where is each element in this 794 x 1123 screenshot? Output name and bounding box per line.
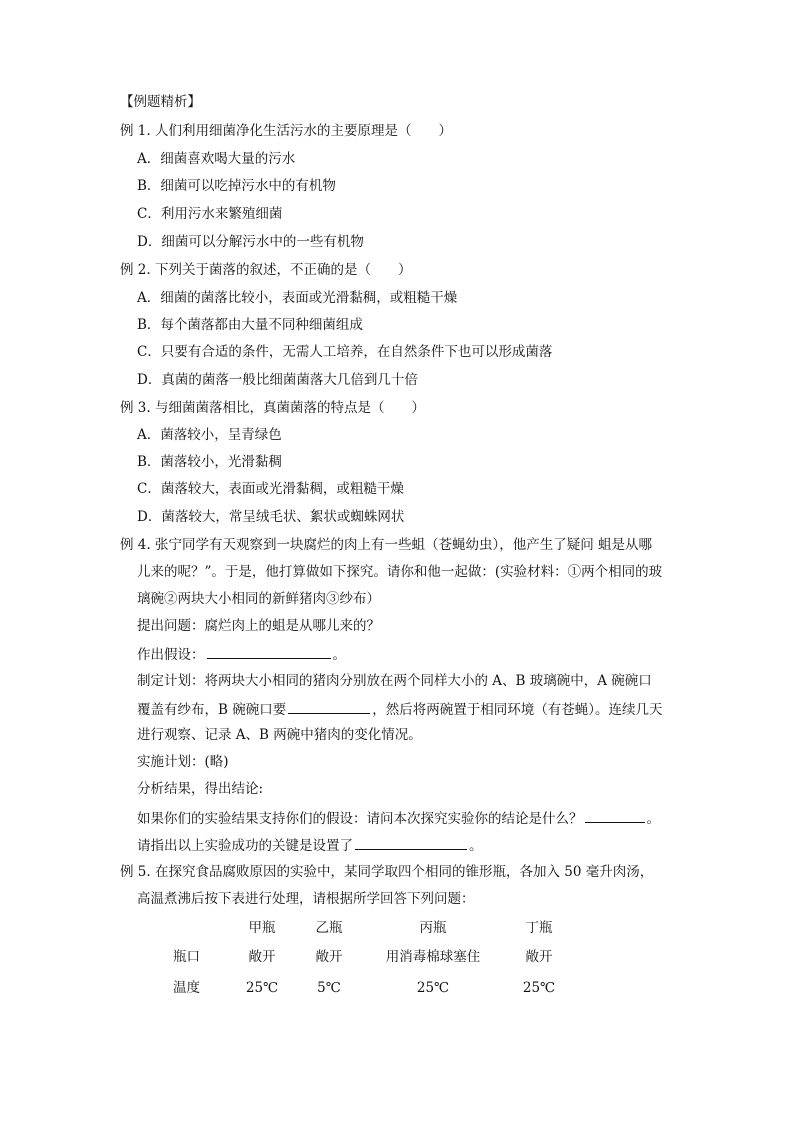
table-cell: 敞开 bbox=[248, 949, 276, 965]
q4-plan-line-1: 制定计划：将两块大小相同的猪肉分别放在两个同样大小的 A、B 玻璃碗中，A 碗碗口 bbox=[137, 673, 652, 689]
q4-key bbox=[137, 835, 483, 853]
table-cell: 用消毒棉球塞住 bbox=[385, 949, 481, 965]
q2-option-a: A．细菌的菌落比较小，表面或光滑黏稠，或粗糙干燥 bbox=[137, 290, 458, 306]
q2-stem: 例 2. 下列关于菌落的叙述，不正确的是（ ） bbox=[120, 262, 412, 278]
q3-option-c: C．菌落较大，表面或光滑黏稠，或粗糙干燥 bbox=[137, 481, 404, 497]
q2-option-c: C．只要有合适的条件，无需人工培养，在自然条件下也可以形成菌落 bbox=[137, 344, 553, 360]
q1-option-c: C．利用污水来繁殖细菌 bbox=[137, 206, 283, 222]
table-row bbox=[0, 948, 794, 966]
q1-option-d: D．细菌可以分解污水中的一些有机物 bbox=[137, 234, 364, 250]
q4-hypothesis-end: 。 bbox=[332, 647, 346, 663]
table-cell: 5℃ bbox=[317, 980, 341, 996]
q3-option-b: B．菌落较小，光滑黏稠 bbox=[137, 454, 282, 470]
q3-stem: 例 3. 与细菌菌落相比，真菌菌落的特点是（ ） bbox=[120, 400, 425, 416]
q4-question: 提出问题：腐烂肉上的蛆是从哪儿来的？ bbox=[137, 618, 380, 634]
table-header-jia: 甲瓶 bbox=[248, 920, 276, 936]
q4-plan-line-2b: ，然后将两碗置于相同环境（有苍蝇）。连续几天 bbox=[372, 702, 663, 718]
table-cell: 敞开 bbox=[525, 949, 553, 965]
q4-hypothesis bbox=[137, 644, 346, 662]
q4-plan-line-2a: 覆盖有纱布，B 碗碗口要 bbox=[137, 702, 287, 718]
q5-line-2: 高温煮沸后按下表进行处理，请根据所学回答下列问题： bbox=[137, 891, 475, 907]
cover-blank[interactable] bbox=[288, 699, 370, 714]
q4-key-question: 请指出以上实验成功的关键是设置了 bbox=[137, 838, 353, 854]
q4-hypothesis-label: 作出假设： bbox=[137, 647, 205, 663]
table-cell: 25℃ bbox=[245, 980, 279, 996]
q4-conclusion-question: 如果你们的实验结果支持你们的假设：请问本次探究实验你的结论是什么？ bbox=[137, 811, 583, 827]
q4-analysis: 分析结果，得出结论: bbox=[137, 781, 264, 797]
q4-line-1: 例 4. 张宁同学有天观察到一块腐烂的肉上有一些蛆（苍蝇幼虫），他产生了疑问 蛆是从哪 bbox=[120, 537, 653, 553]
table-cell: 敞开 bbox=[315, 949, 343, 965]
conclusion-blank[interactable] bbox=[585, 808, 645, 823]
q3-option-d: D．菌落较大，常呈绒毛状、絮状或蜘蛛网状 bbox=[137, 509, 405, 525]
q4-line-2: 儿来的呢？”。于是，他打算做如下探究。请你和他一起做：(实验材料：①两个相同的玻 bbox=[137, 564, 663, 580]
q2-option-d: D．真菌的菌落一般比细菌菌落大几倍到几十倍 bbox=[137, 372, 418, 388]
table-cell: 25℃ bbox=[522, 980, 556, 996]
table-header-row bbox=[0, 919, 794, 937]
q5-line-1: 例 5. 在探究食品腐败原因的实验中，某同学取四个相同的锥形瓶，各加入 50 毫升肉汤， bbox=[120, 864, 654, 880]
q4-key-end: 。 bbox=[469, 838, 483, 854]
q1-option-a: A．细菌喜欢喝大量的污水 bbox=[137, 151, 296, 167]
q4-conclusion bbox=[137, 808, 660, 826]
table-header-bing: 丙瓶 bbox=[419, 920, 447, 936]
key-blank[interactable] bbox=[355, 835, 467, 850]
table-row-label: 温度 bbox=[173, 980, 200, 996]
q1-stem: 例 1. 人们利用细菌净化生活污水的主要原理是（ ） bbox=[120, 123, 452, 139]
q4-line-3: 璃碗②两块大小相同的新鲜猪肉③纱布） bbox=[137, 591, 380, 607]
table-header-ding: 丁瓶 bbox=[525, 920, 553, 936]
table-row-label: 瓶口 bbox=[173, 949, 200, 965]
table-row bbox=[0, 979, 794, 997]
table-cell: 25℃ bbox=[416, 980, 450, 996]
q3-option-a: A．菌落较小，呈青绿色 bbox=[137, 427, 282, 443]
q4-conclusion-end: 。 bbox=[646, 811, 660, 827]
q4-plan-line-3: 进行观察、记录 A、B 两碗中猪肉的变化情况。 bbox=[137, 727, 422, 743]
q2-option-b: B．每个菌落都由大量不同种细菌组成 bbox=[137, 317, 363, 333]
hypothesis-blank[interactable] bbox=[207, 644, 331, 659]
q1-option-b: B．细菌可以吃掉污水中的有机物 bbox=[137, 178, 336, 194]
section-title: 【例题精析】 bbox=[120, 94, 201, 110]
table-header-yi: 乙瓶 bbox=[315, 920, 343, 936]
q4-plan-line-2 bbox=[137, 699, 662, 717]
q4-implement: 实施计划：(略) bbox=[137, 754, 229, 770]
